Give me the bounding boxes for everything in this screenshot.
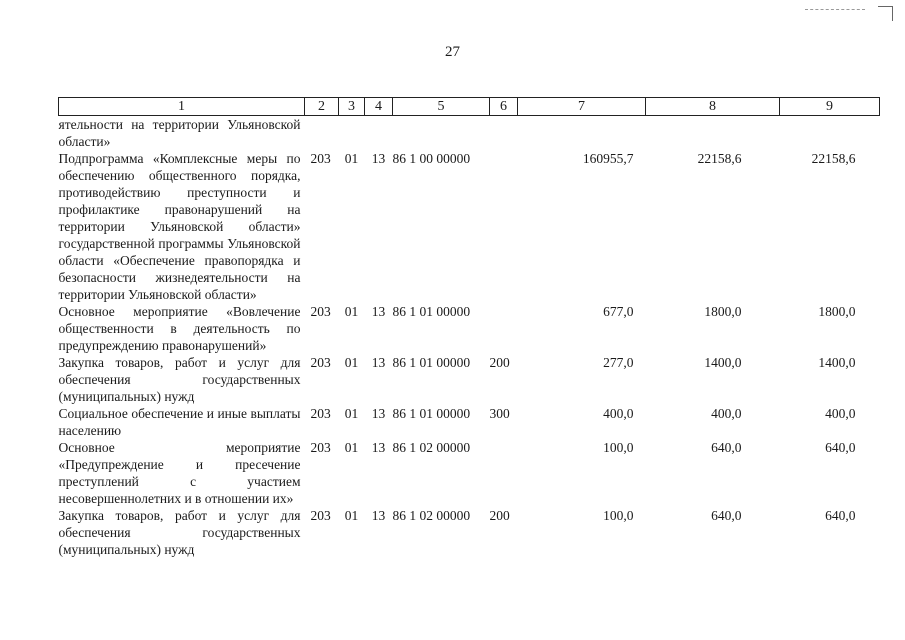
col-header-2: 2: [305, 98, 339, 116]
cell-col-3: 01: [344, 304, 359, 319]
col-header-6: 6: [490, 98, 518, 116]
table-row: [59, 150, 880, 303]
cell-col-4: 13: [371, 355, 386, 370]
cell-col-8: [646, 116, 780, 151]
cell-col-4: 13: [371, 151, 386, 166]
scan-dash-marks: [805, 9, 865, 11]
cell-col-9: 1400,0: [818, 355, 856, 370]
cell-col-3: 01: [344, 406, 359, 421]
col-header-8: 8: [646, 98, 780, 116]
cell-col-9: 22158,6: [811, 151, 856, 166]
row-name: Подпрограмма «Комплексные меры по обеспечению общественного порядка, противодействию преступности и профилактике правонарушений на территории Ульяновской области» государственной программы Ульяновской области «Обеспечение правопорядка и безопасности жизнедеятельности на территории Ульяновской области»: [58, 151, 301, 302]
cell-col-2: 203: [310, 508, 331, 523]
row-name: Закупка товаров, работ и услуг для обеспечения государственных (муниципальных) нужд: [58, 355, 301, 404]
cell-col-4: 13: [371, 440, 386, 455]
cell-col-2: 203: [310, 151, 331, 166]
row-name: Социальное обеспечение и иные выплаты населению: [58, 406, 301, 438]
table-row: [59, 405, 880, 439]
cell-col-9: 1800,0: [818, 304, 856, 319]
row-name: Закупка товаров, работ и услуг для обеспечения государственных (муниципальных) нужд: [58, 508, 301, 557]
cell-col-5: 86 1 01 00000: [392, 304, 471, 319]
table-row: [59, 354, 880, 405]
cell-col-2: 203: [310, 406, 331, 421]
cell-col-2: 203: [310, 304, 331, 319]
cell-col-3: [339, 116, 365, 151]
cell-col-8: 640,0: [711, 508, 742, 523]
cell-col-7: 277,0: [603, 355, 634, 370]
cell-col-6: [490, 150, 518, 303]
table-row: [59, 439, 880, 507]
cell-col-4: 13: [371, 508, 386, 523]
cell-col-2: 203: [310, 440, 331, 455]
cell-col-7: 677,0: [603, 304, 634, 319]
cell-col-6: [490, 439, 518, 507]
budget-table: [58, 97, 880, 558]
cell-col-4: 13: [371, 406, 386, 421]
cell-col-7: 100,0: [603, 508, 634, 523]
table-row: [59, 507, 880, 558]
cell-col-9: 400,0: [825, 406, 856, 421]
col-header-9: 9: [780, 98, 880, 116]
cell-col-9: 640,0: [825, 508, 856, 523]
row-name: Основное мероприятие «Предупреждение и пресечение преступлений с участием несовершеннолетних и в отношении их»: [58, 440, 301, 506]
cell-col-5: 86 1 01 00000: [392, 406, 471, 421]
table-row: [59, 116, 880, 151]
cell-col-5: 86 1 01 00000: [392, 355, 471, 370]
col-header-3: 3: [339, 98, 365, 116]
cell-col-5: 86 1 02 00000: [392, 508, 471, 523]
cell-col-5: 86 1 02 00000: [392, 440, 471, 455]
cell-col-7: [518, 116, 646, 151]
cell-col-7: 400,0: [603, 406, 634, 421]
cell-col-6: 200: [489, 508, 510, 523]
cell-col-8: 400,0: [711, 406, 742, 421]
cell-col-4: [365, 116, 393, 151]
table-row: [59, 303, 880, 354]
col-header-1: 1: [59, 98, 305, 116]
cell-col-6: 300: [489, 406, 510, 421]
cell-col-5: [393, 116, 490, 151]
cell-col-9: [780, 116, 880, 151]
cell-col-7: 160955,7: [582, 151, 634, 166]
col-header-5: 5: [393, 98, 490, 116]
cell-col-3: 01: [344, 355, 359, 370]
cell-col-6: 200: [489, 355, 510, 370]
page-number: 27: [445, 44, 460, 60]
row-name: ятельности на территории Ульяновской области»: [58, 117, 301, 149]
cell-col-3: 01: [344, 151, 359, 166]
cell-col-4: 13: [371, 304, 386, 319]
cell-col-6: [490, 116, 518, 151]
cell-col-2: 203: [310, 355, 331, 370]
cell-col-8: 1800,0: [704, 304, 742, 319]
col-header-7: 7: [518, 98, 646, 116]
header-row: [59, 98, 880, 116]
cell-col-7: 100,0: [603, 440, 634, 455]
cell-col-8: 640,0: [711, 440, 742, 455]
cell-col-9: 640,0: [825, 440, 856, 455]
cell-col-3: 01: [344, 508, 359, 523]
cell-col-2: [305, 116, 339, 151]
cell-col-6: [490, 303, 518, 354]
col-header-4: 4: [365, 98, 393, 116]
cell-col-3: 01: [344, 440, 359, 455]
cell-col-8: 1400,0: [704, 355, 742, 370]
cell-col-8: 22158,6: [697, 151, 742, 166]
cell-col-5: 86 1 00 00000: [392, 151, 471, 166]
row-name: Основное мероприятие «Вовлечение общественности в деятельность по предупреждению правонарушений»: [58, 304, 301, 353]
corner-mark: [878, 6, 893, 21]
